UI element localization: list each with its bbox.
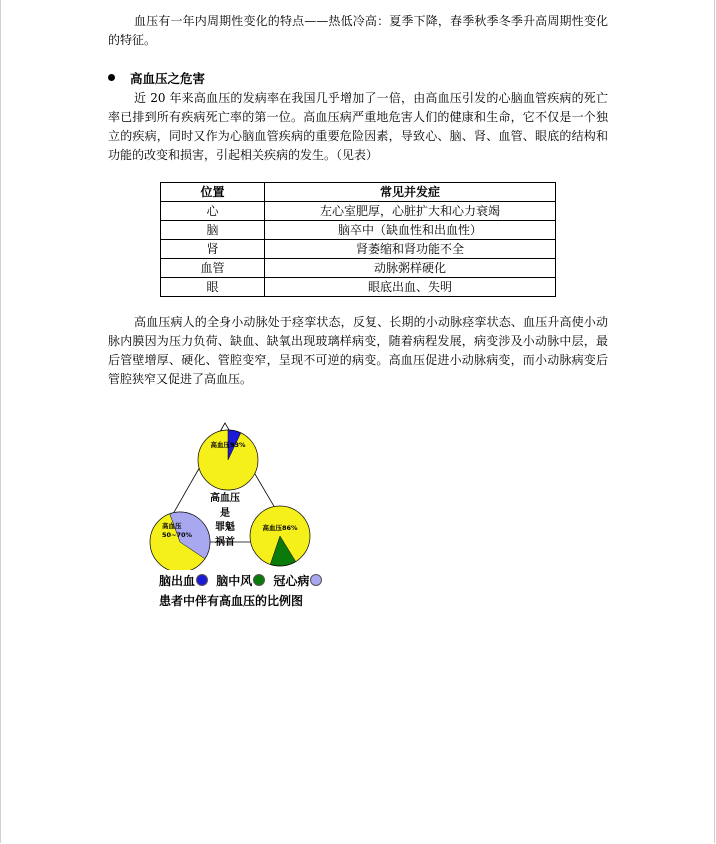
cell-complication: 肾萎缩和肾功能不全: [265, 240, 556, 259]
paragraph-arterioles: 高血压病人的全身小动脉处于痉挛状态，反复、长期的小动脉痉挛状态、血压升高使小动脉内膜因为压力负荷、缺血、缺氧出现玻璃样病变，随着病程发展，病变涉及小动脉中层，最后管壁增厚、硬化、管腔变窄，呈现不可逆的病变。高血压促进小动脉病变，而小动脉病变后管腔狭窄又促进了高血压。: [108, 315, 608, 386]
legend-label-1: 脑出血: [159, 574, 196, 588]
table-row: [161, 259, 556, 278]
pie-label: 50~70%: [162, 531, 193, 539]
chart-legend: [159, 573, 326, 589]
bullet-icon: [108, 74, 115, 81]
header-complications: 常见并发症: [265, 183, 556, 202]
cell-complication: 左心室肥厚，心脏扩大和心力衰竭: [265, 202, 556, 221]
center-text-line-4: 祸首: [215, 537, 235, 548]
table-header-row: [161, 183, 556, 202]
header-location: 位置: [161, 183, 265, 202]
pie-right: [250, 506, 310, 566]
paragraph-hazards: 近 20 年来高血压的发病率在我国几乎增加了一倍，由高血压引发的心脑血管疾病的死亡率已排到所有疾病死亡率的第一位。高血压病严重地危害人们的健康和生命，它不仅是一个独立的疾病，同时又作为心脑血管疾病的重要危险因素，导致心、脑、肾、血管、眼底的结构和功能的改变和损害，引起相关疾病的发生。（见表）: [108, 91, 608, 162]
chart-caption: 患者中伴有高血压的比例图: [159, 594, 304, 608]
legend-label-2: 脑中风: [216, 574, 253, 588]
table-row: [161, 278, 556, 297]
table-row: [161, 221, 556, 240]
pie-left: [150, 512, 210, 570]
legend-swatch-2: [253, 574, 265, 586]
center-text-line-3: 罪魁: [215, 522, 235, 533]
pie-top: [198, 430, 258, 490]
cell-complication: 动脉粥样硬化: [265, 259, 556, 278]
legend-label-3: 冠心病: [273, 574, 310, 588]
legend-swatch-3: [310, 574, 322, 586]
pie-label: 高血压86%: [262, 524, 298, 532]
section-heading: [108, 70, 205, 88]
legend-swatch-1: [196, 574, 208, 586]
cell-location: 血管: [161, 259, 265, 278]
heading-text: 高血压之危害: [130, 71, 206, 86]
cell-location: 眼: [161, 278, 265, 297]
cell-location: 肾: [161, 240, 265, 259]
center-text-line-2: 是: [220, 508, 230, 519]
hypertension-pie-diagram: [140, 420, 330, 570]
pie-label: 高血压: [162, 522, 182, 530]
center-text-line-1: 高血压: [210, 493, 240, 504]
cell-complication: 眼底出血、失明: [265, 278, 556, 297]
cell-location: 心: [161, 202, 265, 221]
table-row: [161, 240, 556, 259]
complications-table: [160, 182, 556, 297]
cell-location: 脑: [161, 221, 265, 240]
pie-label: 高血压93%: [210, 441, 246, 449]
table-row: [161, 202, 556, 221]
paragraph-seasonal: 血压有一年内周期性变化的特点——热低冷高：夏季下降，春季秋季冬季升高周期性变化的特征。: [108, 14, 608, 47]
cell-complication: 脑卒中（缺血性和出血性）: [265, 221, 556, 240]
